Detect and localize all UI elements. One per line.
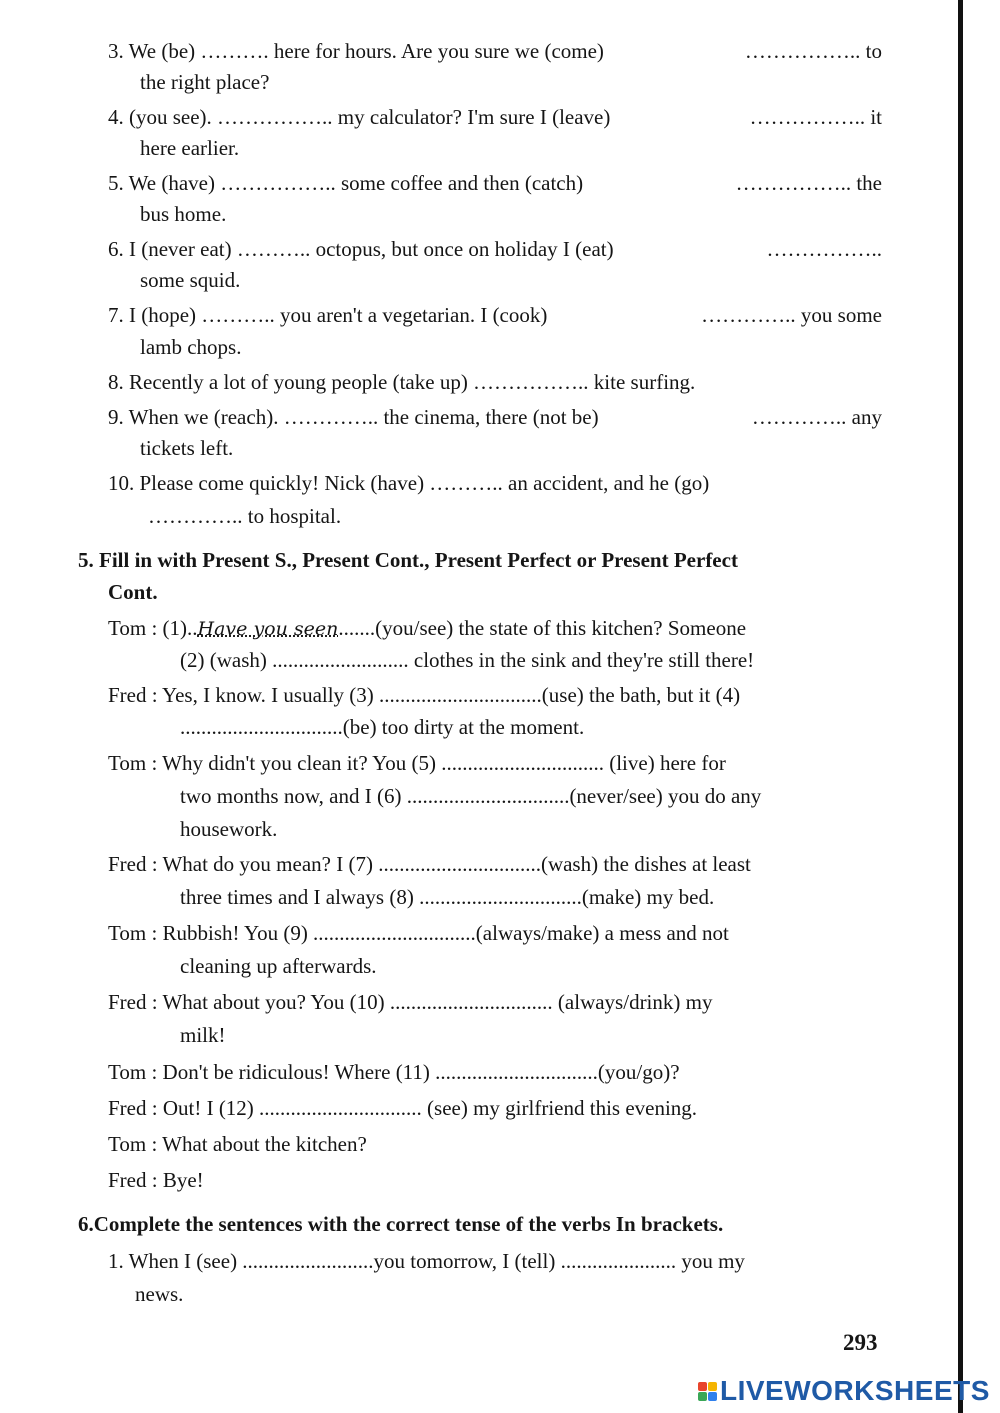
ex4-item-4-text: 4. (you see). …………….. my calculator? I'm sure I (leave) [108,105,611,129]
ex4-item-5-text: 5. We (have) …………….. some coffee and then (catch) [108,171,584,195]
ex6-title: 6.Complete the sentences with the correct tense of the verbs In brackets. [78,1212,724,1236]
dialogue-line-17: Fred : Bye! [108,1168,204,1192]
dialogue-line-8: Fred : What do you mean? I (7) ...............................(wash) the dishes at least [108,852,751,876]
dialogue-line-16: Tom : What about the kitchen? [108,1132,367,1156]
ex4-item-6-text: 6. I (never eat) ……….. octopus, but once on holiday I (eat) [108,237,614,261]
ex4-item-7-cont: lamb chops. [140,335,242,359]
ex5-title-cont: Cont. [108,580,158,604]
ex4-item-9-end: ………….. any [751,405,882,429]
ex4-item-4-cont: here earlier. [140,136,240,160]
dialogue-line-4: ...............................(be) too dirty at the moment. [180,715,585,739]
ex6-item-1: 1. When I (see) .........................you tomorrow, I (tell) ...................... you my [108,1249,745,1273]
page-edge-rule [958,0,963,1413]
liveworksheets-logo [698,1374,990,1408]
dialogue-line-3: Fred : Yes, I know. I usually (3) ...............................(use) the bath, but it (4) [108,683,741,707]
ex4-item-6-end: …………….. [766,237,882,261]
ex4-item-8: 8. Recently a lot of young people (take up) …………….. kite surfing. [108,370,696,394]
ex4-item-7-text: 7. I (hope) ……….. you aren't a vegetarian. I (cook) [108,303,548,327]
dialogue-line-5: Tom : Why didn't you clean it? You (5) ............................... (live) here for [108,751,726,775]
ex6-item-1-cont: news. [135,1282,184,1306]
dialogue-line-15: Fred : Out! I (12) ............................... (see) my girlfriend this evening. [108,1096,698,1120]
dialogue-line-2: (2) (wash) .......................... clothes in the sink and they're still there! [180,648,755,672]
ex4-item-7 [108,302,882,328]
logo-icon [698,1382,717,1401]
dialogue-line-12: Fred : What about you? You (10) ............................... (always/drink) my [108,990,713,1014]
ex4-item-9-cont: tickets left. [140,436,234,460]
ex4-item-5-cont: bus home. [140,202,227,226]
logo-text: LIVEWORKSHEETS [720,1375,990,1406]
ex4-item-3-end: …………….. to [744,39,882,63]
ex4-item-5-end: …………….. the [735,171,882,195]
ex4-item-6-cont: some squid. [140,268,241,292]
dialogue-line-9: three times and I always (8) ...............................(make) my bed. [180,885,715,909]
ex4-item-10 [108,470,882,496]
handwritten-answer: Have you seen [197,618,339,640]
ex4-item-5 [108,170,882,196]
ex5-title: 5. Fill in with Present S., Present Cont., Present Perfect or Present Perfect [78,548,738,572]
ex4-item-4-end: …………….. it [749,105,882,129]
ex4-item-9-text: 9. When we (reach). ………….. the cinema, there (not be) [108,405,599,429]
ex4-item-9 [108,404,882,430]
ex4-item-6 [108,236,882,262]
dialogue-line-11: cleaning up afterwards. [180,954,377,978]
dialogue-line-7: housework. [180,817,278,841]
dialogue-line-10: Tom : Rubbish! You (9) ...............................(always/make) a mess and not [108,921,729,945]
ex4-item-3 [108,38,882,64]
ex4-item-10-cont: ………….. to hospital. [148,504,342,528]
dialogue-line-1 [108,615,746,642]
ex4-item-3-cont: the right place? [140,70,270,94]
dialogue-line-13: milk! [180,1023,226,1047]
dialogue-line-6: two months now, and I (6) ...............................(never/see) you do any [180,784,762,808]
page-number: 293 [843,1330,878,1355]
dialogue-rest: .......(you/see) the state of this kitchen? Someone [338,616,747,640]
dialogue-prefix: Tom : (1).. [108,616,198,640]
ex4-item-10-text: 10. Please come quickly! Nick (have) ……….. an accident, and he (go) [108,471,710,495]
ex4-item-3-text: 3. We (be) ………. here for hours. Are you sure we (come) [108,39,604,63]
dialogue-line-14: Tom : Don't be ridiculous! Where (11) ...............................(you/go)? [108,1060,680,1084]
ex4-item-7-end: ………….. you some [701,303,882,327]
ex4-item-4 [108,104,882,130]
